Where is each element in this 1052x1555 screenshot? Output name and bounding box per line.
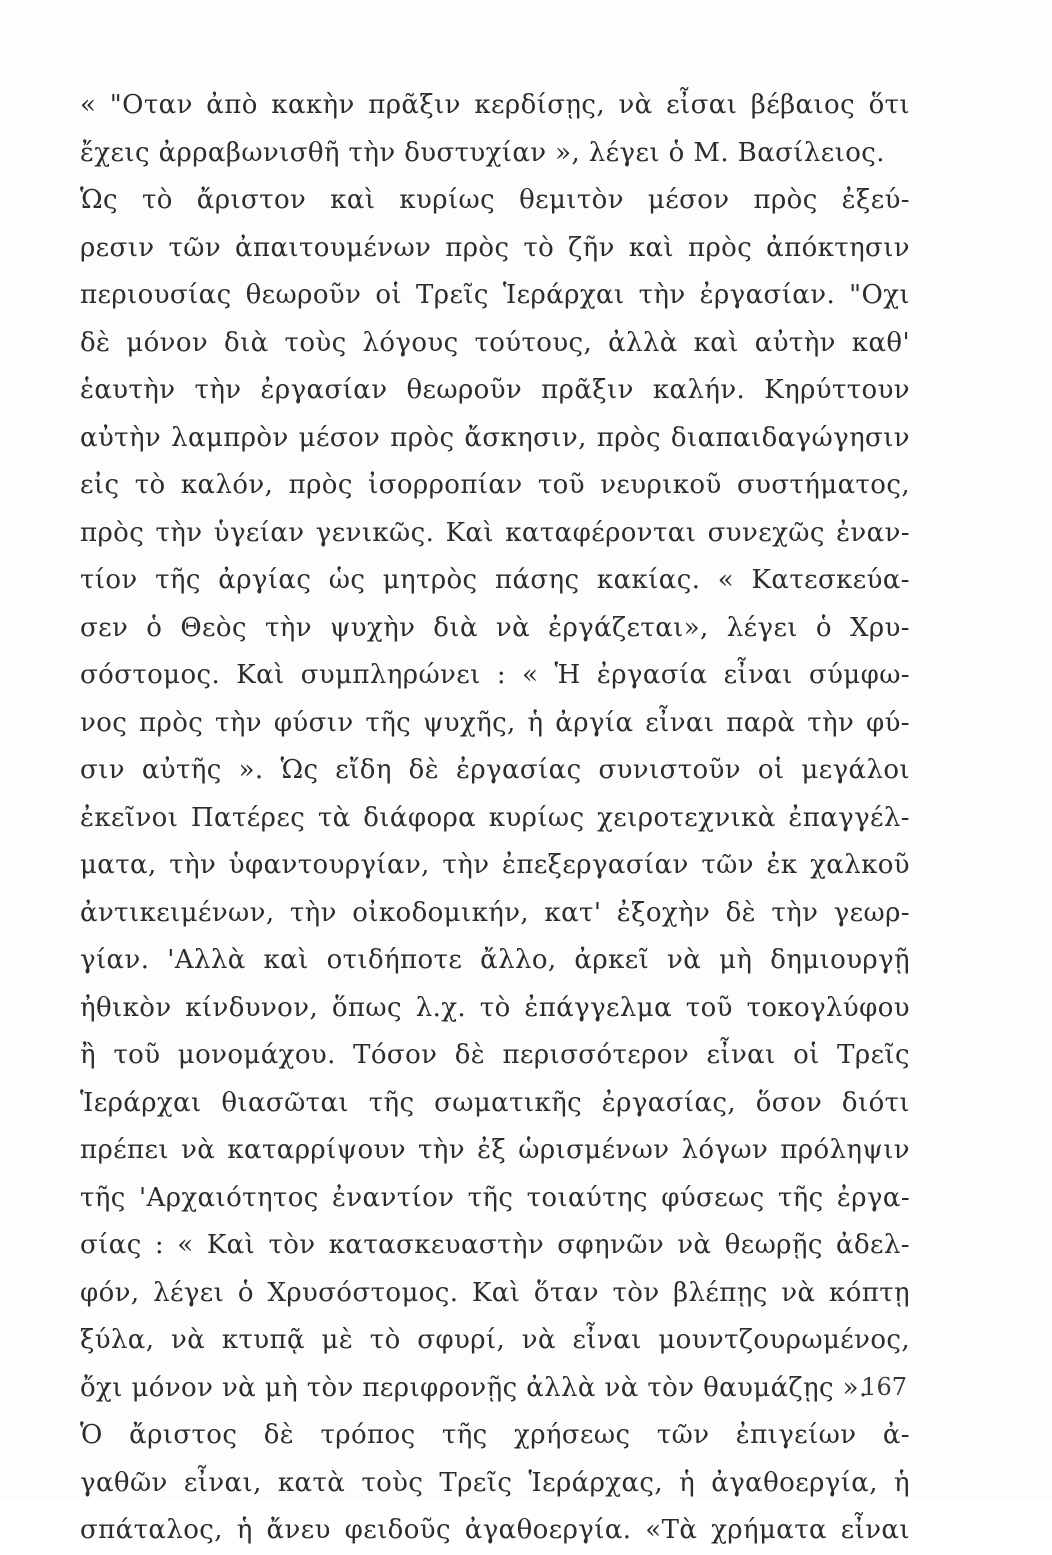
text-line: σίας : « Καὶ τὸν κατασκευαστὴν σφηνῶν νὰ θεωρῇς ἀδελ- xyxy=(80,1230,910,1260)
text-line: ξύλα, νὰ κτυπᾷ μὲ τὸ σφυρί, νὰ εἶναι μουντζουρωμένος, xyxy=(80,1325,910,1355)
text-line: ἀντικειμένων, τὴν οἰκοδομικήν, κατ' ἐξοχὴν δὲ τὴν γεωρ- xyxy=(80,897,910,928)
text-line: ὄχι μόνον νὰ μὴ τὸν περιφρονῇς ἀλλὰ νὰ τὸν θαυμάζῃς ». xyxy=(80,1372,868,1403)
text-line: τῆς 'Αρχαιότητος ἐναντίον τῆς τοιαύτης φύσεως τῆς ἐργα- xyxy=(80,1182,910,1213)
text-line: πρὸς τὴν ὑγείαν γενικῶς. Καὶ καταφέρονται συνεχῶς ἐναν- xyxy=(80,517,910,548)
text-line: ἑαυτὴν τὴν ἐργασίαν θεωροῦν πρᾶξιν καλήν. Κηρύττουν xyxy=(80,375,910,405)
text-line: περιουσίας θεωροῦν οἱ Τρεῖς Ἱεράρχαι τὴν ἐργασίαν. "Οχι xyxy=(80,280,910,310)
text-line: « "Οταν ἀπὸ κακὴν πρᾶξιν κερδίσῃς, νὰ εἶσαι βέβαιος ὅτι xyxy=(80,90,910,120)
page-number: 167 xyxy=(861,1373,907,1401)
text-line: αὐτὴν λαμπρὸν μέσον πρὸς ἄσκησιν, πρὸς διαπαιδαγώγησιν xyxy=(80,422,910,453)
text-line: ἠθικὸν κίνδυνον, ὅπως λ.χ. τὸ ἐπάγγελμα τοῦ τοκογλύφου xyxy=(80,992,910,1023)
text-line: φόν, λέγει ὁ Χρυσόστομος. Καὶ ὅταν τὸν βλέπῃς νὰ κόπτῃ xyxy=(80,1277,910,1308)
text-line: ματα, τὴν ὑφαντουργίαν, τὴν ἐπεξεργασίαν τῶν ἐκ χαλκοῦ xyxy=(80,850,910,880)
body-text xyxy=(80,82,910,1555)
text-line: γαθῶν εἶναι, κατὰ τοὺς Τρεῖς Ἱεράρχας, ἡ ἀγαθοεργία, ἡ xyxy=(80,1467,910,1498)
text-line: ἢ τοῦ μονομάχου. Τόσον δὲ περισσότερον εἶναι οἱ Τρεῖς xyxy=(80,1040,910,1070)
text-line: ἔχεις ἀρραβωνισθῆ τὴν δυστυχίαν », λέγει ὁ Μ. Βασίλειος. xyxy=(80,137,885,168)
text-line: σεν ὁ Θεὸς τὴν ψυχὴν διὰ νὰ ἐργάζεται», λέγει ὁ Χρυ- xyxy=(80,612,910,643)
text-line: τίον τῆς ἀργίας ὡς μητρὸς πάσης κακίας. « Κατεσκεύα- xyxy=(80,565,910,595)
text-line: γίαν. 'Αλλὰ καὶ οτιδήποτε ἄλλο, ἀρκεῖ νὰ μὴ δημιουργῇ xyxy=(80,945,910,975)
text-line: πρέπει νὰ καταρρίψουν τὴν ἐξ ὡρισμένων λόγων πρόληψιν xyxy=(80,1135,910,1165)
text-line: Ὁ ἄριστος δὲ τρόπος τῆς χρήσεως τῶν ἐπιγείων ἀ- xyxy=(80,1420,910,1450)
text-line: Ἱεράρχαι θιασῶται τῆς σωματικῆς ἐργασίας, ὅσον διότι xyxy=(80,1087,910,1118)
text-line: δὲ μόνον διὰ τοὺς λόγους τούτους, ἀλλὰ καὶ αὐτὴν καθ' xyxy=(80,327,910,358)
text-line: ρεσιν τῶν ἀπαιτουμένων πρὸς τὸ ζῆν καὶ πρὸς ἀπόκτησιν xyxy=(80,232,910,263)
text-line: σιν αὐτῆς ». Ὡς εἴδη δὲ ἐργασίας συνιστοῦν οἱ μεγάλοι xyxy=(80,755,910,785)
text-line: Ὡς τὸ ἄριστον καὶ κυρίως θεμιτὸν μέσον πρὸς ἐξεύ- xyxy=(80,185,910,215)
text-line: σπάταλος, ἡ ἄνευ φειδοῦς ἀγαθοεργία. «Τὰ χρήματα εἶναι xyxy=(80,1515,910,1545)
text-line: ἐκεῖνοι Πατέρες τὰ διάφορα κυρίως χειροτεχνικὰ ἐπαγγέλ- xyxy=(80,802,910,833)
text-line: νος πρὸς τὴν φύσιν τῆς ψυχῆς, ἡ ἀργία εἶναι παρὰ τὴν φύ- xyxy=(80,707,910,738)
text-line: σόστομος. Καὶ συμπληρώνει : « Ἡ ἐργασία εἶναι σύμφω- xyxy=(80,660,910,690)
text-line: εἰς τὸ καλόν, πρὸς ἰσορροπίαν τοῦ νευρικοῦ συστήματος, xyxy=(80,470,910,500)
